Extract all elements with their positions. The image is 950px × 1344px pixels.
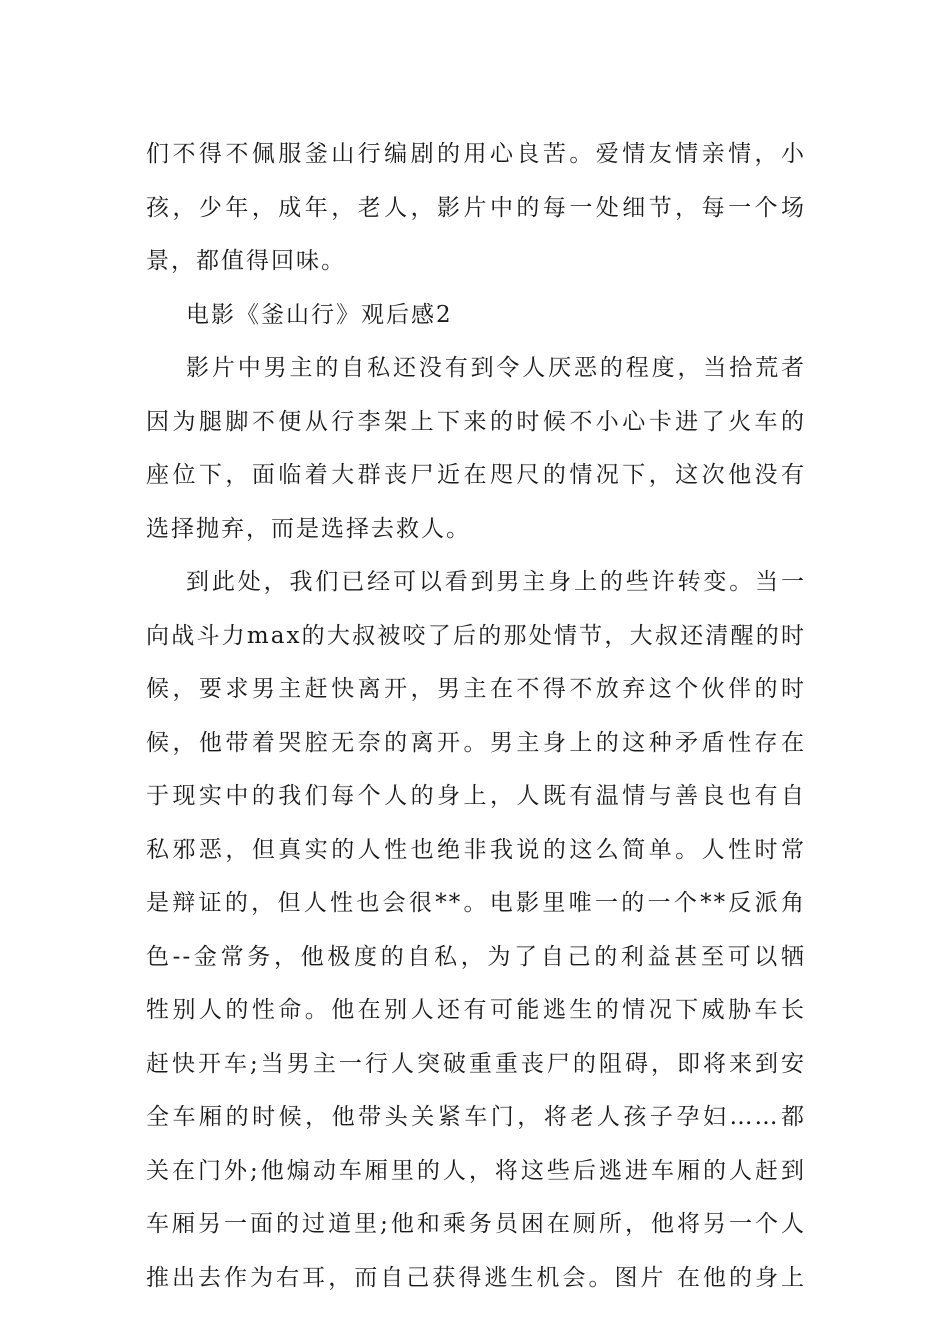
text-line: 是辩证的，但人性也会很**。电影里唯一的一个**反派角 — [146, 890, 806, 916]
section-heading: 电影《釜山行》观后感2 — [186, 301, 453, 328]
text-line: 关在门外;他煽动车厢里的人，将这些后逃进车厢的人赶到 — [146, 1157, 806, 1184]
text-line: 候，他带着哭腔无奈的离开。男主身上的这种矛盾性存在 — [146, 729, 806, 756]
text-line: 候，要求男主赶快离开，男主在不得不放弃这个伙伴的时 — [146, 676, 806, 702]
text-line: 选择抛弃，而是选择去救人。 — [146, 515, 471, 542]
text-line: 全车厢的时候，他带头关紧车门，将老人孩子孕妇……都 — [146, 1104, 806, 1130]
text-line: 到此处，我们已经可以看到男主身上的些许转变。当一 — [186, 569, 806, 595]
text-line: 景，都值得回味。 — [146, 248, 346, 274]
text-line: 影片中男主的自私还没有到令人厌恶的程度，当拾荒者 — [186, 355, 806, 381]
text-line: 孩，少年，成年，老人，影片中的每一处细节，每一个场 — [146, 194, 806, 221]
text-line: 们不得不佩服釜山行编剧的用心良苦。爱情友情亲情，小 — [146, 141, 806, 167]
text-line: 于现实中的我们每个人的身上，人既有温情与善良也有自 — [146, 783, 806, 809]
text-line: 赶快开车;当男主一行人突破重重丧尸的阻碍，即将来到安 — [146, 1050, 806, 1077]
text-line: 色--金常务，他极度的自私，为了自己的利益甚至可以牺 — [146, 943, 806, 970]
text-line: 车厢另一面的过道里;他和乘务员困在厕所，他将另一个人 — [146, 1211, 806, 1237]
document-body — [146, 128, 806, 1305]
text-line: 向战斗力max的大叔被咬了后的那处情节，大叔还清醒的时 — [146, 622, 806, 649]
text-line: 牲别人的性命。他在别人还有可能逃生的情况下威胁车长 — [146, 997, 806, 1023]
text-line: 因为腿脚不便从行李架上下来的时候不小心卡进了火车的 — [146, 408, 806, 435]
text-line: 私邪恶，但真实的人性也绝非我说的这么简单。人性时常 — [146, 836, 806, 863]
text-line: 推出去作为右耳，而自己获得逃生机会。图片 在他的身上 — [146, 1264, 806, 1291]
text-line: 座位下，面临着大群丧尸近在咫尺的情况下，这次他没有 — [146, 462, 806, 488]
